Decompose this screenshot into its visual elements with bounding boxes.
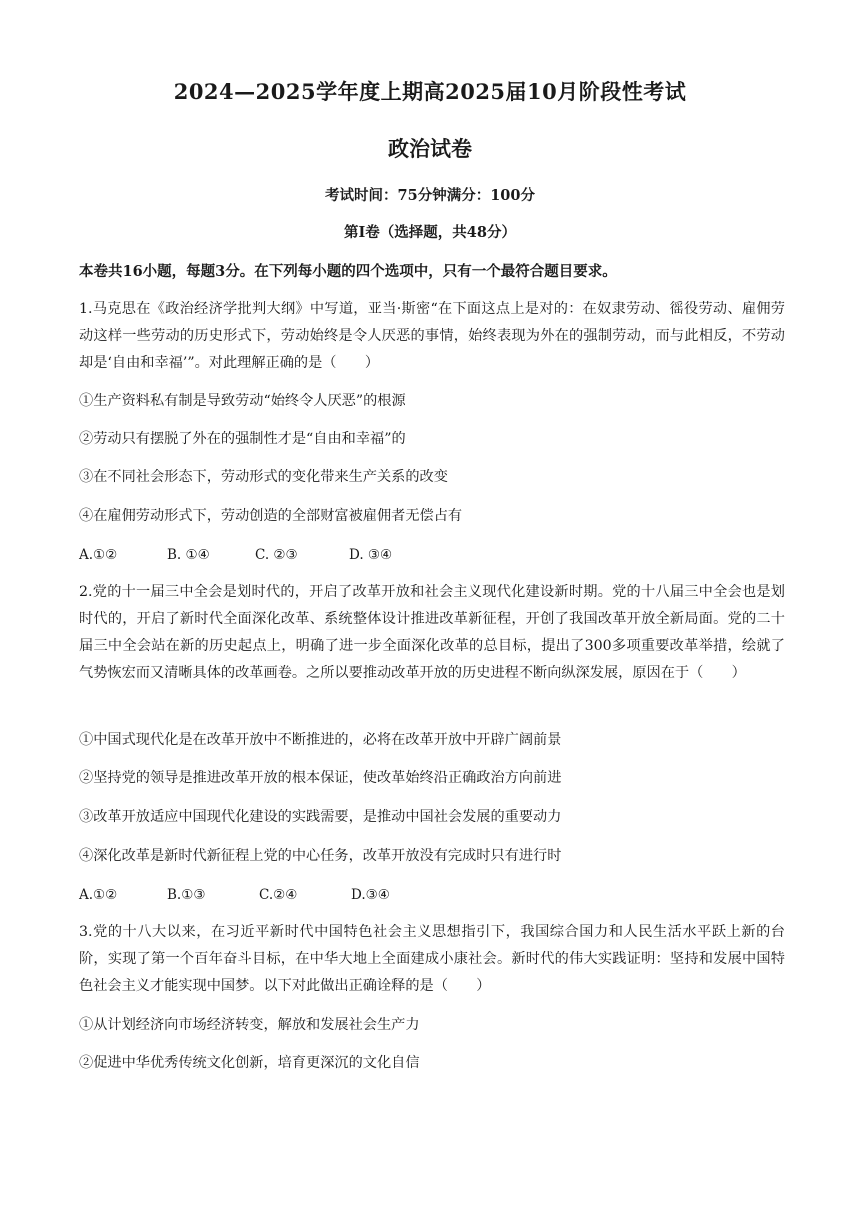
question-2-item-3: ③改革开放适应中国现代化建设的实践需要，是推动中国社会发展的重要动力	[79, 809, 562, 825]
exam-title: 2024—2025学年度上期高2025届10月阶段性考试	[173, 79, 687, 104]
question-3-item-2: ②促进中华优秀传统文化创新，培育更深沉的文化自信	[79, 1055, 420, 1071]
question-3-item-1: ①从计划经济向市场经济转变，解放和发展社会生产力	[79, 1017, 420, 1033]
exam-subject: 政治试卷	[388, 136, 472, 161]
section-heading: 第Ⅰ卷（选择题，共48分）	[344, 224, 516, 241]
question-2-item-1: ①中国式现代化是在改革开放中不断推进的，必将在改革开放中开辟广阔前景	[79, 732, 562, 748]
question-3-stem: 3.党的十八大以来，在习近平新时代中国特色社会主义思想指引下，我国综合国力和人民生活水平跃上新的台阶，实现了第一个百年奋斗目标，在中华大地上全面建成小康社会。新时代的伟大实践证明：坚持和发展中国特色社会主义才能实现中国梦。以下对此做出正确诠释的是（ ）	[79, 924, 785, 994]
exam-meta: 考试时间：75分钟满分：100分	[325, 187, 535, 204]
question-1-item-3: ③在不同社会形态下，劳动形式的变化带来生产关系的改变	[79, 469, 448, 485]
option-b: B. ①④	[167, 547, 210, 563]
option-b: B.①③	[167, 887, 206, 903]
option-d: D.③④	[351, 887, 390, 903]
question-1-item-4: ④在雇佣劳动形式下，劳动创造的全部财富被雇佣者无偿占有	[79, 508, 463, 524]
option-d: D. ③④	[349, 547, 393, 563]
question-2-options	[79, 885, 390, 905]
question-1-item-1: ①生产资料私有制是导致劳动“始终令人厌恶”的根源	[79, 393, 406, 409]
question-1-item-2: ②劳动只有摆脱了外在的强制性才是“自由和幸福”的	[79, 431, 406, 447]
option-c: C.②④	[259, 887, 298, 903]
option-c: C. ②③	[255, 547, 298, 563]
question-1-options	[79, 545, 392, 565]
option-a: A.①②	[79, 547, 118, 563]
section-instructions: 本卷共16小题，每题3分。在下列每小题的四个选项中，只有一个最符合题目要求。	[79, 263, 617, 280]
question-2-item-2: ②坚持党的领导是推进改革开放的根本保证，使改革始终沿正确政治方向前进	[79, 770, 562, 786]
option-a: A.①②	[79, 887, 118, 903]
question-1-stem: 1.马克思在《政治经济学批判大纲》中写道，亚当·斯密“在下面这点上是对的：在奴隶劳动、徭役劳动、雇佣劳动这样一些劳动的历史形式下，劳动始终是令人厌恶的事情，始终表现为外在的强制劳动，而与此相反，不劳动却是‘自由和幸福’”。对此理解正确的是（ ）	[79, 301, 785, 371]
question-2-item-4: ④深化改革是新时代新征程上党的中心任务，改革开放没有完成时只有进行时	[79, 848, 562, 864]
question-2-stem: 2.党的十一届三中全会是划时代的，开启了改革开放和社会主义现代化建设新时期。党的十八届三中全会也是划时代的，开启了新时代全面深化改革、系统整体设计推进改革新征程，开创了我国改革开放全新局面。党的二十届三中全会站在新的历史起点上，明确了进一步全面深化改革的总目标，提出了300多项重要改革举措，绘就了气势恢宏而又清晰具体的改革画卷。之所以要推动改革开放的历史进程不断向纵深发展，原因在于（ ）	[79, 584, 785, 681]
